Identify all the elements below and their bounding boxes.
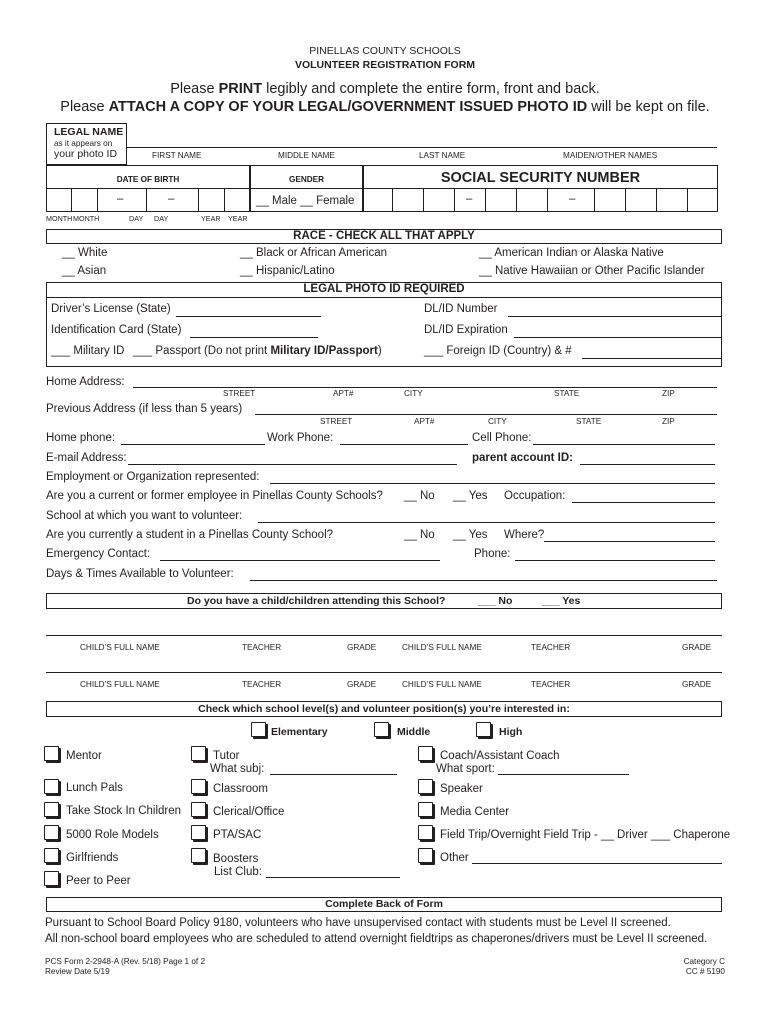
prev-city-label: CITY — [488, 417, 507, 426]
prev-street-label: STREET — [320, 417, 353, 426]
legal-name-sub1: as it appears on — [54, 139, 113, 148]
take-stock-label: Take Stock In Children — [66, 805, 182, 817]
tutor-checkbox[interactable] — [191, 746, 206, 761]
list-club-field[interactable] — [266, 877, 400, 878]
children-yes-option[interactable]: ___ Yes — [542, 595, 581, 607]
child-teacher-label: TEACHER — [242, 680, 282, 689]
gender-label: GENDER — [288, 175, 325, 184]
role-models-label: 5000 Role Models — [66, 829, 159, 841]
dl-number-label: DL/ID Number — [424, 303, 498, 315]
policy-text-1: Pursuant to School Board Policy 9180, volunteers who have unsupervised contact with students must be Level II screened. — [45, 917, 671, 929]
prev-zip-label: ZIP — [662, 417, 675, 426]
levels-question: Check which school level(s) and volunteer position(s) you’re interested in: — [198, 703, 570, 715]
field-trip-label: Field Trip/Overnight Field Trip - __ Driver ___ Chaperone — [440, 829, 731, 841]
emergency-contact-field[interactable] — [160, 560, 440, 561]
race-title: RACE - CHECK ALL THAT APPLY — [293, 230, 475, 242]
mentor-label: Mentor — [66, 750, 102, 762]
clerical-label: Clerical/Office — [213, 806, 285, 818]
clerical-checkbox[interactable] — [191, 802, 206, 817]
child-name-label: CHILD’S FULL NAME — [80, 643, 160, 652]
parent-id-field[interactable] — [580, 464, 715, 465]
emergency-phone-label: Phone: — [474, 548, 511, 560]
dob-month-2: MONTH — [73, 214, 100, 223]
dob-day-2: DAY — [154, 214, 169, 223]
instruction-attach: Please ATTACH A COPY OF YOUR LEGAL/GOVERNMENT ISSUED PHOTO ID will be kept on file. — [60, 99, 710, 115]
high-label: High — [499, 726, 523, 738]
speaker-label: Speaker — [440, 783, 483, 795]
high-checkbox[interactable] — [476, 722, 491, 737]
dob-year-1: YEAR — [201, 214, 221, 223]
classroom-checkbox[interactable] — [191, 779, 206, 794]
cell-phone-field[interactable] — [533, 444, 715, 445]
dob-dash-1: – — [117, 193, 124, 205]
review-date: Review Date 5/19 — [45, 967, 110, 976]
race-white[interactable]: __ White — [62, 247, 108, 259]
dl-state-field[interactable] — [176, 316, 321, 317]
form-number: PCS Form 2-2948-A (Rev. 5/18) Page 1 of 2 — [45, 957, 206, 966]
race-black[interactable]: __ Black or African American — [240, 247, 388, 259]
home-state-label: STATE — [554, 389, 580, 398]
dob-label: DATE OF BIRTH — [116, 175, 180, 184]
child-name-label: CHILD’S FULL NAME — [402, 680, 482, 689]
elementary-label: Elementary — [271, 726, 328, 738]
coach-label: Coach/Assistant Coach — [440, 750, 560, 762]
legal-name-sub2: your photo ID — [54, 148, 118, 160]
org-name: PINELLAS COUNTY SCHOOLS — [309, 45, 461, 57]
employment-field[interactable] — [270, 483, 715, 484]
classroom-label: Classroom — [213, 783, 268, 795]
emergency-contact-label: Emergency Contact: — [46, 548, 151, 560]
employee-no-option[interactable]: __ No — [404, 490, 435, 502]
instruction-print: Please PRINT legibly and complete the entire form, front and back. — [170, 81, 600, 97]
photo-id-title: LEGAL PHOTO ID REQUIRED — [303, 283, 465, 295]
lunch-pals-checkbox[interactable] — [44, 779, 59, 794]
pta-checkbox[interactable] — [191, 825, 206, 840]
role-models-checkbox[interactable] — [44, 825, 59, 840]
media-center-label: Media Center — [440, 806, 510, 818]
dob-day-1: DAY — [129, 214, 144, 223]
children-question: Do you have a child/children attending this School? — [187, 595, 446, 607]
foreign-id-label[interactable]: ___ Foreign ID (Country) & # — [424, 345, 572, 357]
tutor-label: Tutor — [213, 750, 240, 762]
occupation-field[interactable] — [572, 502, 715, 503]
dl-number-field[interactable] — [508, 316, 721, 317]
work-phone-label: Work Phone: — [267, 432, 334, 444]
tutor-subject-field[interactable] — [270, 774, 397, 775]
previous-address-label: Previous Address (if less than 5 years) — [46, 403, 243, 415]
cell-phone-label: Cell Phone: — [472, 432, 532, 444]
prev-state-label: STATE — [576, 417, 602, 426]
employee-yes-option[interactable]: __ Yes — [453, 490, 488, 502]
occupation-label: Occupation: — [504, 490, 566, 502]
field-trip-checkbox[interactable] — [418, 825, 433, 840]
school-field[interactable] — [258, 522, 715, 523]
where-field[interactable] — [544, 541, 715, 542]
pta-label: PTA/SAC — [213, 829, 262, 841]
child-grade-label: GRADE — [682, 680, 712, 689]
dob-year-2: YEAR — [228, 214, 248, 223]
complete-back-label: Complete Back of Form — [325, 898, 443, 910]
school-label: School at which you want to volunteer: — [46, 510, 243, 522]
cc-number: CC # 5190 — [685, 967, 725, 976]
prev-apt-label: APT# — [414, 417, 435, 426]
peer-to-peer-label: Peer to Peer — [66, 875, 131, 887]
ssn-label: SOCIAL SECURITY NUMBER — [440, 170, 641, 186]
availability-field[interactable] — [250, 580, 717, 581]
passport-option[interactable]: ___ Passport (Do not print Military ID/Passport) — [133, 345, 382, 357]
dob-dash-2: – — [168, 193, 175, 205]
category: Category C — [683, 957, 725, 966]
other-label: Other — [440, 852, 469, 864]
lunch-pals-label: Lunch Pals — [66, 782, 123, 794]
id-card-state-label: Identification Card (State) — [51, 324, 182, 336]
ssn-dash-2: – — [569, 193, 576, 205]
maiden-name-label: MAIDEN/OTHER NAMES — [563, 151, 658, 160]
home-address-label: Home Address: — [46, 376, 125, 388]
student-yes-option[interactable]: __ Yes — [453, 529, 488, 541]
child-grade-label: GRADE — [347, 643, 377, 652]
list-club-label: List Club: — [214, 866, 262, 878]
mentor-checkbox[interactable] — [44, 746, 59, 761]
boosters-label: Boosters — [213, 853, 259, 865]
military-id-option[interactable]: ___ Military ID — [51, 345, 125, 357]
other-checkbox[interactable] — [418, 848, 433, 863]
ssn-divider — [363, 188, 718, 189]
dl-expiration-label: DL/ID Expiration — [424, 324, 508, 336]
coach-checkbox[interactable] — [418, 746, 433, 761]
previous-address-field[interactable] — [255, 414, 717, 415]
take-stock-checkbox[interactable] — [44, 802, 59, 817]
girlfriends-checkbox[interactable] — [44, 848, 59, 863]
middle-name-label: MIDDLE NAME — [278, 151, 335, 160]
first-name-label: FIRST NAME — [152, 151, 202, 160]
dl-state-label: Driver’s License (State) — [51, 303, 171, 315]
employee-question: Are you a current or former employee in Pinellas County Schools? — [46, 490, 383, 502]
email-label: E-mail Address: — [46, 452, 127, 464]
race-native[interactable]: __ American Indian or Alaska Native — [479, 247, 664, 259]
parent-id-label: parent account ID: — [472, 452, 573, 464]
form-title: VOLUNTEER REGISTRATION FORM — [294, 59, 476, 71]
other-field[interactable] — [472, 863, 722, 864]
elementary-checkbox[interactable] — [251, 722, 266, 737]
children-no-option[interactable]: ___ No — [478, 595, 513, 607]
legal-name-label: LEGAL NAME — [54, 126, 124, 138]
ssn-dash-1: – — [466, 193, 473, 205]
student-question: Are you currently a student in a Pinellas County School? — [46, 529, 334, 541]
child-row-2[interactable] — [46, 672, 722, 673]
gender-divider — [250, 188, 363, 189]
child-grade-label: GRADE — [682, 643, 712, 652]
home-phone-field[interactable] — [121, 444, 265, 445]
coach-sport-label: What sport: — [436, 763, 495, 775]
student-no-option[interactable]: __ No — [404, 529, 435, 541]
work-phone-field[interactable] — [340, 444, 468, 445]
tutor-subject-label: What subj: — [210, 763, 265, 775]
dob-month-1: MONTH — [46, 214, 73, 223]
boosters-checkbox[interactable] — [191, 848, 206, 863]
middle-label: Middle — [397, 726, 431, 738]
child-teacher-label: TEACHER — [242, 643, 282, 652]
policy-text-2: All non-school board employees who are scheduled to attend overnight fieldtrips as chaperones/drivers must be Level II screened. — [45, 933, 708, 945]
foreign-id-field[interactable] — [582, 358, 721, 359]
emergency-phone-field[interactable] — [515, 560, 715, 561]
id-card-state-field[interactable] — [190, 337, 318, 338]
speaker-checkbox[interactable] — [418, 779, 433, 794]
gender-options[interactable]: __ Male __ Female — [256, 195, 355, 207]
home-city-label: CITY — [404, 389, 423, 398]
employment-label: Employment or Organization represented: — [46, 471, 260, 483]
home-street-label: STREET — [223, 389, 256, 398]
photo-id-divider — [46, 297, 722, 298]
race-hispanic[interactable]: __ Hispanic/Latino — [240, 265, 335, 277]
child-name-label: CHILD’S FULL NAME — [402, 643, 482, 652]
peer-to-peer-checkbox[interactable] — [44, 871, 59, 886]
child-teacher-label: TEACHER — [531, 680, 571, 689]
coach-sport-field[interactable] — [498, 774, 629, 775]
race-asian[interactable]: __ Asian — [62, 265, 107, 277]
home-phone-label: Home phone: — [46, 432, 116, 444]
media-center-checkbox[interactable] — [418, 802, 433, 817]
home-address-field[interactable] — [133, 387, 717, 388]
child-row-1[interactable] — [46, 635, 722, 636]
home-apt-label: APT# — [333, 389, 354, 398]
race-pacific[interactable]: __ Native Hawaiian or Other Pacific Islander — [479, 265, 705, 277]
child-grade-label: GRADE — [347, 680, 377, 689]
dob-divider — [46, 188, 250, 189]
email-field[interactable] — [128, 464, 457, 465]
legal-name-field[interactable] — [127, 147, 717, 148]
child-name-label: CHILD’S FULL NAME — [80, 680, 160, 689]
where-label: Where? — [504, 529, 545, 541]
girlfriends-label: Girlfriends — [66, 852, 119, 864]
last-name-label: LAST NAME — [419, 151, 466, 160]
child-teacher-label: TEACHER — [531, 643, 571, 652]
middle-checkbox[interactable] — [374, 722, 389, 737]
availability-label: Days & Times Available to Volunteer: — [46, 568, 234, 580]
dl-expiration-field[interactable] — [514, 337, 721, 338]
home-zip-label: ZIP — [662, 389, 675, 398]
